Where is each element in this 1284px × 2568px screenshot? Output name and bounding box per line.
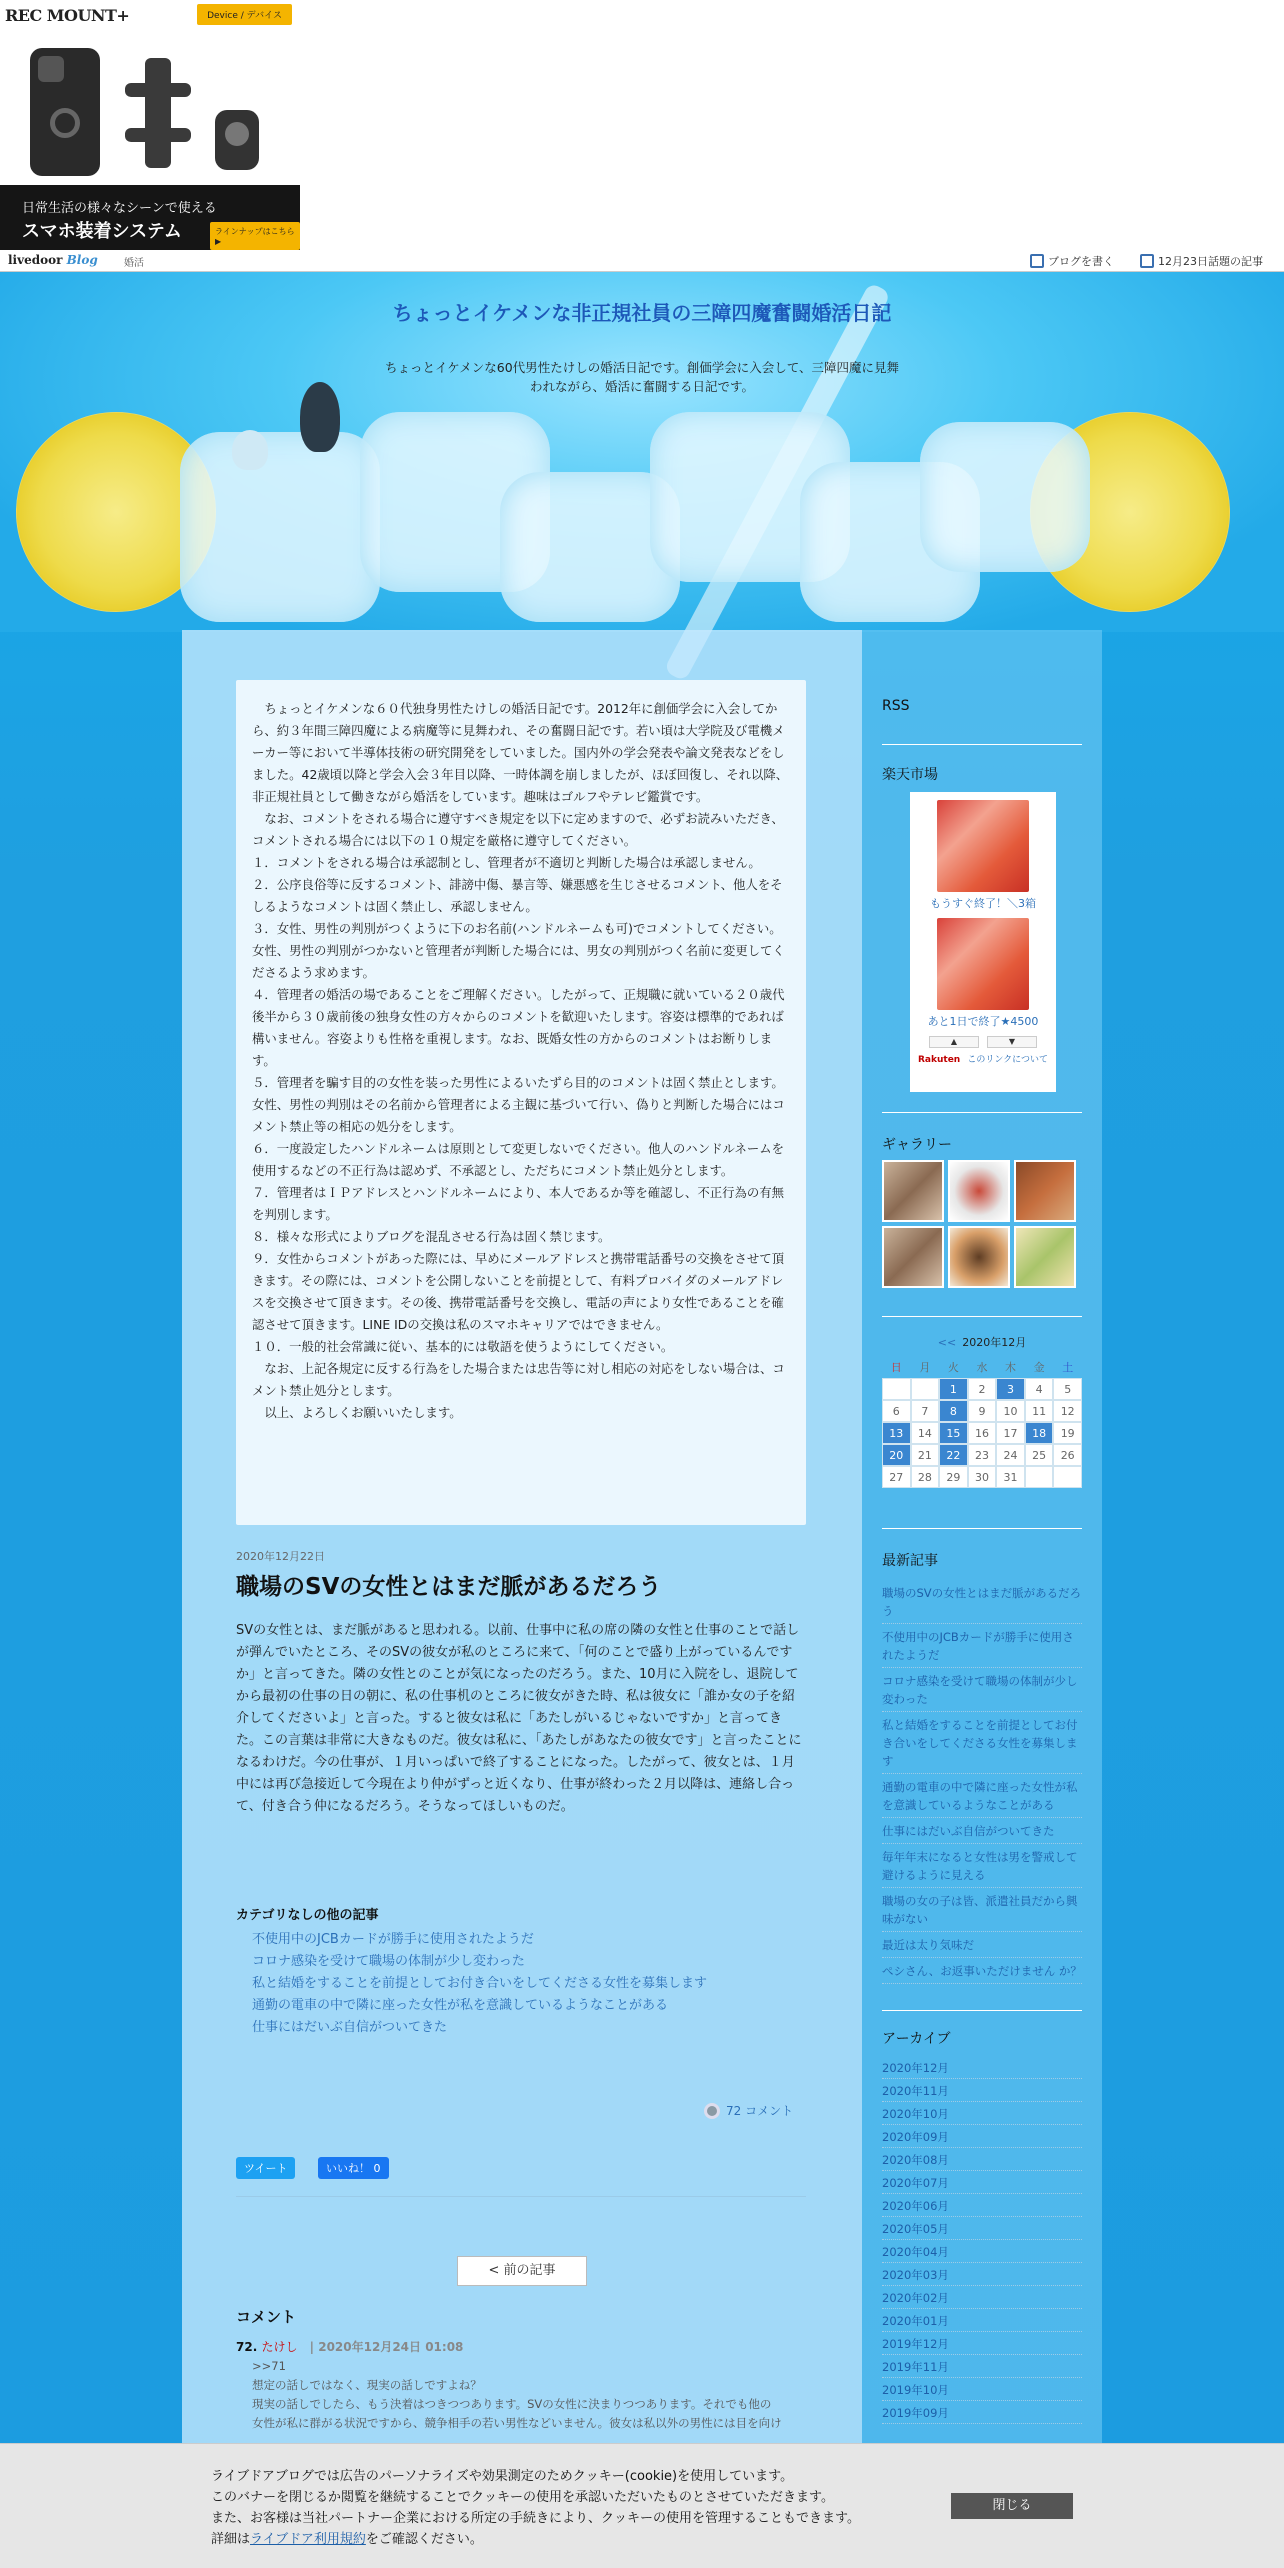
calendar-empty <box>1025 1466 1054 1488</box>
facebook-like-button[interactable]: いいね！ 0 <box>318 2157 389 2179</box>
divider <box>882 744 1082 745</box>
post-date: 2020年12月22日 <box>236 1550 325 1563</box>
calendar-day[interactable]: 1 <box>939 1378 968 1400</box>
comment-date: 2020年12月24日 01:08 <box>318 2340 464 2354</box>
recent-heading: 最新記事 <box>882 1553 938 1569</box>
rakuten-product-link[interactable]: あと1日で終了★4500 <box>927 1015 1039 1028</box>
blog-description: ちょっとイケメンな60代男性たけしの婚活日記です。創価学会に入会して、三障四魔に見舞われながら、婚活に奮闘する日記です。 <box>385 360 899 394</box>
recent-article-link[interactable]: 毎年年末になると女性は男を警戒して避けるように見える <box>882 1844 1082 1888</box>
calendar-day: 4 <box>1025 1378 1054 1400</box>
recent-article-link[interactable]: 私と結婚をすることを前提としてお付き合いをしてくださる女性を募集します <box>882 1712 1082 1774</box>
calendar-month: 2020年12月 <box>962 1336 1027 1349</box>
divider <box>236 2196 806 2197</box>
calendar-day[interactable]: 15 <box>939 1422 968 1444</box>
calendar-weekday: 木 <box>1005 1361 1017 1374</box>
post-title[interactable]: 職場のSVの女性とはまだ脈があるだろう <box>236 1574 662 1600</box>
rakuten-prev-button[interactable]: ▲ <box>929 1036 979 1048</box>
divider <box>882 1316 1082 1317</box>
ad-bike-mount-image <box>125 58 191 168</box>
calendar-day: 16 <box>968 1422 997 1444</box>
comment-item: 72. たけし | 2020年12月24日 01:08 >>71 想定の話しではなく、現実の話しですよね？ 現実の話しでしたら、もう決着はつきつつあります。SVの女性に決まりつつあります。それでも他の 女性が私に群がる状況ですから、競争相手の若い男性などいません。彼女は私以外の男性には目を向け <box>236 2338 806 2433</box>
comment-number: 72. <box>236 2340 258 2354</box>
calendar-day: 6 <box>882 1400 911 1422</box>
calendar-day: 21 <box>911 1444 940 1466</box>
calendar-day[interactable]: 3 <box>996 1378 1025 1400</box>
archive-link[interactable]: 2019年09月 <box>882 2401 1082 2424</box>
divider <box>882 2010 1082 2011</box>
recent-articles-list <box>882 1580 1082 1984</box>
archive-link[interactable]: 2020年07月 <box>882 2171 1082 2194</box>
gallery-thumbnail[interactable] <box>882 1226 944 1288</box>
gallery-thumbnail[interactable] <box>1014 1226 1076 1288</box>
calendar-prev-link[interactable]: << <box>937 1336 957 1349</box>
ad-cta-button[interactable]: ラインナップはこちら ▶ <box>210 222 300 250</box>
ice-cube <box>920 422 1090 572</box>
comment-count-link[interactable]: 72 コメント <box>704 2102 793 2119</box>
gallery-grid <box>882 1160 1092 1288</box>
archive-link[interactable]: 2020年01月 <box>882 2309 1082 2332</box>
penguin-character-small <box>232 430 268 470</box>
rakuten-logo: Rakuten <box>918 1055 961 1065</box>
rakuten-product-image[interactable] <box>937 800 1029 892</box>
archive-link[interactable]: 2020年12月 <box>882 2056 1082 2079</box>
divider <box>882 1528 1082 1529</box>
advertisement-banner[interactable] <box>0 0 300 250</box>
calendar-day: 7 <box>911 1400 940 1422</box>
archive-link[interactable]: 2020年04月 <box>882 2240 1082 2263</box>
archive-link[interactable]: 2020年11月 <box>882 2079 1082 2102</box>
calendar-empty <box>911 1378 940 1400</box>
archive-link[interactable]: 2019年10月 <box>882 2378 1082 2401</box>
archive-list <box>882 2056 1082 2424</box>
calendar-day: 29 <box>939 1466 968 1488</box>
calendar-table <box>882 1356 1082 1488</box>
gallery-heading: ギャラリー <box>882 1137 952 1153</box>
rakuten-about-link[interactable]: このリンクについて <box>967 1055 1048 1065</box>
comment-author-link[interactable]: たけし <box>261 2340 298 2354</box>
calendar-day[interactable]: 13 <box>882 1422 911 1444</box>
ad-line2: スマホ装着システム <box>22 221 182 242</box>
ad-caption <box>0 185 300 250</box>
pencil-icon <box>1030 254 1044 268</box>
calendar-day: 17 <box>996 1422 1025 1444</box>
terms-link[interactable]: ライブドア利用規約 <box>250 2532 366 2547</box>
calendar-weekday: 水 <box>976 1361 988 1374</box>
blog-title[interactable]: ちょっとイケメンな非正規社員の三障四魔奮闘婚活日記 <box>392 301 892 325</box>
ad-brand: REC MOUNT+ <box>5 6 130 25</box>
calendar-day: 14 <box>911 1422 940 1444</box>
post-body: SVの女性とは、まだ脈があると思われる。以前、仕事中に私の席の隣の女性と仕事のことで話しが弾んでいたところ、そのSVの彼女が私のところに来て、「何のことで盛り上がっているんですか」と言ってきた。隣の女性とのことが気になったのだろう。また、10月に入院をし、退院してから最初の仕事の日の朝に、私の仕事机のところに彼女がきた時、私は彼女に「誰か女の子を紹介してくださいよ」と言った。すると彼女は私に「あたしがいるじゃないですか」と言ってきた。この言葉は非常に大きなものだ。彼女は私に、「あたしがあなたの彼女です」と言ったことになるわけだ。今の仕事が、１月いっぱいで終了することになった。したがって、彼女とは、１月中には再び急接近して今現在より仲がずっと近くなり、仕事が終わった２月以降は、連絡し合って、付き合う仲になるだろう。そうなってほしいものだ。 <box>236 1623 802 1814</box>
gallery-thumbnail[interactable] <box>882 1160 944 1222</box>
rakuten-next-button[interactable]: ▼ <box>987 1036 1037 1048</box>
calendar-day: 10 <box>996 1400 1025 1422</box>
calendar-day: 23 <box>968 1444 997 1466</box>
tweet-button[interactable]: ツイート <box>236 2157 295 2179</box>
calendar-widget <box>882 1334 1082 1488</box>
archive-link[interactable]: 2020年05月 <box>882 2217 1082 2240</box>
ad-line1: 日常生活の様々なシーンで使える <box>22 201 217 216</box>
cookie-consent-banner <box>0 2443 1284 2568</box>
calendar-day: 31 <box>996 1466 1025 1488</box>
calendar-day: 27 <box>882 1466 911 1488</box>
divider <box>882 1112 1082 1113</box>
other-article-link[interactable]: 通勤の電車の中で隣に座った女性が私を意識しているようなことがある <box>252 1998 669 2013</box>
penguin-character <box>300 382 340 452</box>
calendar-weekday: 火 <box>947 1361 959 1374</box>
recent-article-link[interactable]: ぺシさん、お返事いただけません か？ <box>882 1958 1082 1984</box>
calendar-day: 2 <box>968 1378 997 1400</box>
other-articles-heading: カテゴリなしの他の記事 <box>236 1908 379 1923</box>
cookie-text: ライブドアブログでは広告のパーソナライズや効果測定のためクッキー(cookie)を使用しています。 このバナーを閉じるか閲覧を継続することでクッキーの使用を承認いただいたものとさせていただきます。 また、お客様は当社パートナー企業における所定の手続きにより、クッキーの使用を管理することもできます。 詳細はライブドア利用規約をご確認ください。 <box>211 2469 860 2547</box>
rakuten-heading: 楽天市場 <box>882 767 938 783</box>
recent-article-link[interactable]: 職場の女の子は皆、派遣社員だから興味がない <box>882 1888 1082 1932</box>
calendar-icon <box>1140 254 1154 268</box>
ad-tag: Device / デバイス <box>197 4 292 25</box>
gallery-thumbnail[interactable] <box>948 1226 1010 1288</box>
archive-link[interactable]: 2019年11月 <box>882 2355 1082 2378</box>
trending-articles-link[interactable]: 12月23日話題の記事 <box>1140 253 1263 269</box>
calendar-day: 11 <box>1025 1400 1054 1422</box>
gallery-thumbnail[interactable] <box>1014 1160 1076 1222</box>
rss-link[interactable]: RSS <box>882 698 910 714</box>
rakuten-product-link[interactable]: もうすぐ終了！＼3箱 <box>930 897 1036 910</box>
calendar-day: 30 <box>968 1466 997 1488</box>
calendar-weekday: 金 <box>1033 1361 1045 1374</box>
ice-cube <box>180 432 380 622</box>
calendar-day: 28 <box>911 1466 940 1488</box>
comment-text: >>71 想定の話しではなく、現実の話しですよね？ 現実の話しでしたら、もう決着はつきつつあります。SVの女性に決まりつつあります。それでも他の 女性が私に群がる状況ですから、競争相手の若い男性などいません。彼女は私以外の男性には目を向け <box>252 2359 782 2430</box>
other-articles <box>236 1905 806 2039</box>
calendar-day: 26 <box>1053 1444 1082 1466</box>
livedoor-blog-logo[interactable]: livedoor Blog <box>8 253 98 267</box>
category-link[interactable]: 婚活 <box>124 258 144 269</box>
archive-link[interactable]: 2020年09月 <box>882 2125 1082 2148</box>
calendar-day: 25 <box>1025 1444 1054 1466</box>
gallery-thumbnail[interactable] <box>948 1160 1010 1222</box>
rakuten-widget <box>910 792 1056 1092</box>
recent-article-link[interactable]: 不使用中のJCBカードが勝手に使用されたようだ <box>882 1624 1082 1668</box>
calendar-day[interactable]: 18 <box>1025 1422 1054 1444</box>
calendar-day: 5 <box>1053 1378 1082 1400</box>
rakuten-product-image[interactable] <box>937 918 1029 1010</box>
comments-heading: コメント <box>236 2308 297 2326</box>
calendar-day: 19 <box>1053 1422 1082 1444</box>
archive-link[interactable]: 2020年06月 <box>882 2194 1082 2217</box>
cookie-close-button[interactable]: 閉じる <box>951 2493 1073 2519</box>
calendar-day[interactable]: 22 <box>939 1444 968 1466</box>
calendar-weekday: 日 <box>890 1361 902 1374</box>
calendar-weekday: 月 <box>919 1361 931 1374</box>
other-article-link[interactable]: 私と結婚をすることを前提としてお付き合いをしてくださる女性を募集します <box>252 1976 708 1991</box>
calendar-day: 24 <box>996 1444 1025 1466</box>
other-article-link[interactable]: 仕事にはだいぶ自信がついてきた <box>252 2020 448 2035</box>
notice-text: ちょっとイケメンな６０代独身男性たけしの婚活日記です。2012年に創価学会に入会してから、約３年間三障四魔による病魔等に見舞われ、その奮闘日記です。若い頃は大学院及び電機メーカー等において半導体技術の研究開発をしていました。国内外の学会発表や論文発表などをしました。42歳頃以降と学会入会３年目以降、一時体調を崩しましたが、ほぼ回復し、それ以降、非正規社員として働きながら婚活をしています。趣味はゴルフやテレビ鑑賞です。 なお、コメントをされる場合に遵守すべき規定を以下に定めますので、必ずお読みいただき、コメントされる場合には以下の１０規定を厳格に遵守してください。 １．コメントをされる場合は承認制とし、管理者が不適切と判断した場合は承認しません。 ２．公序良俗等に反するコメント、誹謗中傷、暴言等、嫌悪感を生じさせるコメント、他人をそしるようなコメントは固く禁止し、承認しません。 ３．女性、男性の判別がつくように下のお名前(ハンドルネームも可)でコメントしてください。女性、男性の判別がつかないと管理者が判断した場合には、男女の判別がつく名前に変更してくださるよう求めます。 ４．管理者の婚活の場であることをご理解ください。したがって、正規職に就いている２０歳代後半から３０歳前後の独身女性の方々からのコメントを歓迎いたします。容姿は標準的であれば構いません。容姿よりも性格を重視します。なお、既婚女性の方からのコメントはお断りします。 ５．管理者を騙す目的の女性を装った男性によるいたずら目的のコメントは固く禁止とします。女性、男性の判別はその名前から管理者による主観に基づいて行い、偽りと判断した場合にはコメント禁止等の相応の処分をします。 ６．一度設定したハンドルネームは原則として変更しないでください。他人のハンドルネームを使用するなどの不正行為は認めず、不承認とし、ただちにコメント禁止処分とします。 ７．管理者はＩＰアドレスとハンドルネームにより、本人であるか等を確認し、不正行為の有無を判別します。 ８．様々な形式によりブログを混乱させる行為は固く禁じます。 ９．女性からコメントがあった際には、早めにメールアドレスと携帯電話番号の交換をさせて頂きます。その際には、コメントを公開しないことを前提として、有料プロバイダのメールアドレスを交換させて頂きます。その後、携帯電話番号を交換し、電話の声により女性であることを確認させて頂きます。LINE IDの交換は私のスマホキャリアではできません。 １０．一般的社会常識に従い、基本的には敬語を使うようにしてください。 なお、上記各規定に反する行為をした場合または忠告等に対し相応の対応をしない場合は、コメント禁止処分とします。 以上、よろしくお願いいたします。 <box>252 701 789 1420</box>
calendar-empty <box>882 1378 911 1400</box>
recent-article-link[interactable]: 仕事にはだいぶ自信がついてきた <box>882 1818 1082 1844</box>
write-blog-link[interactable]: ブログを書く <box>1030 253 1114 269</box>
ad-phone-case-image <box>30 48 100 176</box>
calendar-day[interactable]: 8 <box>939 1400 968 1422</box>
calendar-day[interactable]: 20 <box>882 1444 911 1466</box>
calendar-weekday: 土 <box>1062 1361 1074 1374</box>
livedoor-navbar <box>0 250 1284 272</box>
archive-link[interactable]: 2019年12月 <box>882 2332 1082 2355</box>
archive-link[interactable]: 2020年08月 <box>882 2148 1082 2171</box>
calendar-empty <box>1053 1466 1082 1488</box>
other-article-link[interactable]: コロナ感染を受けて職場の体制が少し変わった <box>252 1954 525 1969</box>
ad-mount-image <box>215 110 259 170</box>
archive-link[interactable]: 2020年02月 <box>882 2286 1082 2309</box>
other-article-link[interactable]: 不使用中のJCBカードが勝手に使用されたようだ <box>252 1932 534 1947</box>
comment-bubble-icon <box>704 2103 720 2119</box>
archive-heading: アーカイブ <box>882 2031 951 2047</box>
blog-notice <box>236 680 806 1525</box>
previous-post-button[interactable]: < 前の記事 <box>457 2256 587 2286</box>
archive-link[interactable]: 2020年10月 <box>882 2102 1082 2125</box>
recent-article-link[interactable]: 通勤の電車の中で隣に座った女性が私を意識しているようなことがある <box>882 1774 1082 1818</box>
recent-article-link[interactable]: 最近は太り気味だ <box>882 1932 1082 1958</box>
archive-link[interactable]: 2020年03月 <box>882 2263 1082 2286</box>
recent-article-link[interactable]: 職場のSVの女性とはまだ脈があるだろう <box>882 1580 1082 1624</box>
calendar-day: 12 <box>1053 1400 1082 1422</box>
recent-article-link[interactable]: コロナ感染を受けて職場の体制が少し変わった <box>882 1668 1082 1712</box>
calendar-day: 9 <box>968 1400 997 1422</box>
